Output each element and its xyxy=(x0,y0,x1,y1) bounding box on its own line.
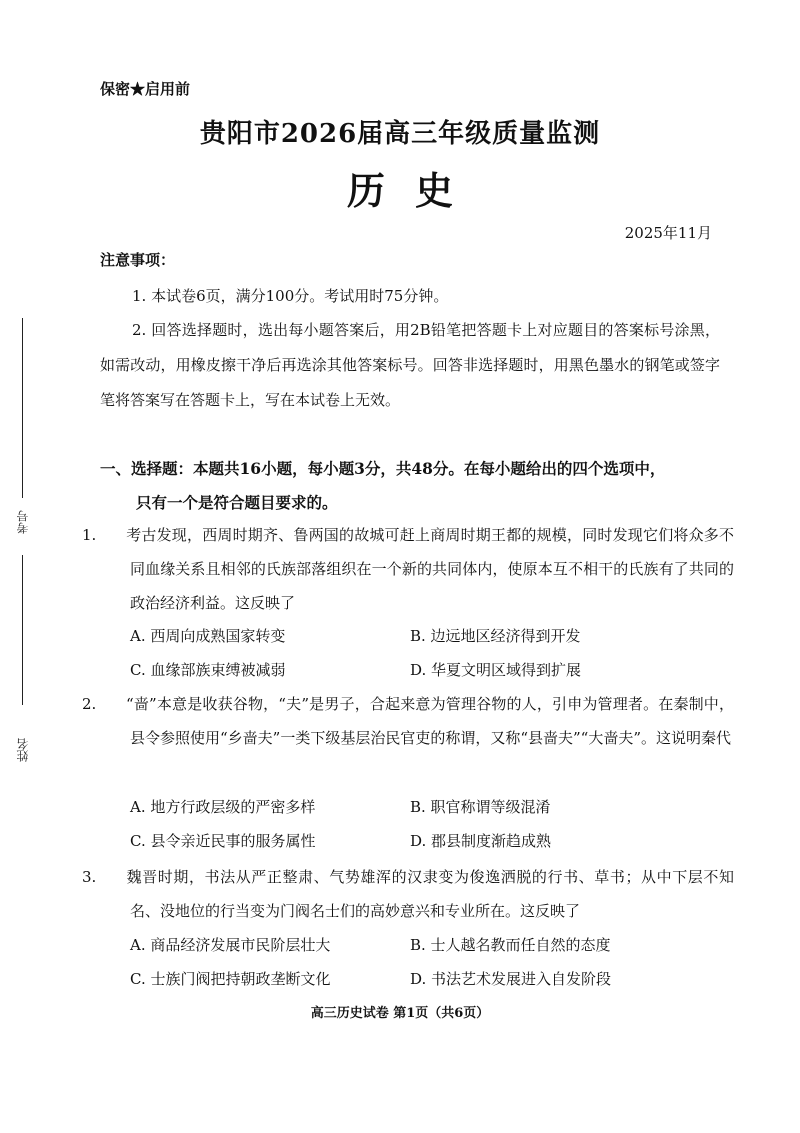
option-a: A. 商品经济发展市民阶层壮大 xyxy=(130,936,331,954)
exam-no-line-top xyxy=(22,318,23,498)
name-label: 姓名 xyxy=(16,738,30,762)
option-b: B. 士人越名教而任自然的态度 xyxy=(410,936,611,954)
note-item: 1. 本试卷6页，满分100分。考试用时75分钟。 xyxy=(132,287,449,305)
option-d: D. 书法艺术发展进入自发阶段 xyxy=(410,970,612,988)
question-2-options xyxy=(130,790,690,858)
exam-no-line-bottom xyxy=(22,555,23,705)
option-c: C. 县令亲近民事的服务属性 xyxy=(130,832,316,850)
question-stem: 魏晋时期，书法从严正整肃、气势雄浑的汉隶变为俊逸洒脱的行书、草书；从中下层不知名、没地位的行当变为门阀名士们的高妙意兴和专业所在。这反映了 xyxy=(126,868,734,920)
note-item: 2. 回答选择题时，选出每小题答案后，用2B铅笔把答题卡上对应题目的答案标号涂黑，如需改动，用橡皮擦干净后再选涂其他答案标号。回答非选择题时，用黑色墨水的钢笔或签字笔将答案写在答题卡上，写在本试卷上无效。 xyxy=(100,321,720,409)
exam-no-label: 考号 xyxy=(16,510,30,534)
question-number: 3. xyxy=(82,868,97,886)
notes-title: 注意事项： xyxy=(100,251,176,269)
question-stem: “啬”本意是收获谷物，“夫”是男子，合起来意为管理谷物的人，引申为管理者。在秦制中，县令参照使用“乡啬夫”一类下级基层治民官吏的称谓，又称“县啬夫”“大啬夫”。这说明秦代 xyxy=(126,695,734,747)
exam-title: 贵阳市2026届高三年级质量监测 xyxy=(199,119,601,149)
option-b: B. 边远地区经济得到开发 xyxy=(410,627,581,645)
section-heading-line1: 一、选择题：本题共16小题，每小题3分，共48分。在每小题给出的四个选项中， xyxy=(100,459,666,478)
question-number: 2. xyxy=(82,695,97,713)
question-3 xyxy=(82,860,734,928)
option-a: A. 西周向成熟国家转变 xyxy=(130,627,286,645)
question-1 xyxy=(82,518,734,620)
option-d: D. 华夏文明区域得到扩展 xyxy=(410,661,582,679)
option-a: A. 地方行政层级的严密多样 xyxy=(130,798,316,816)
question-stem: 考古发现，西周时期齐、鲁两国的故城可赶上商周时期王都的规模，同时发现它们将众多不同血缘关系且相邻的氏族部落组织在一个新的共同体内，使原本互不相干的氏族有了共同的政治经济利益。这反映了 xyxy=(126,526,734,612)
subject-title: 历史 xyxy=(346,168,483,213)
question-3-options xyxy=(130,928,690,996)
question-number: 1. xyxy=(82,526,97,544)
exam-date: 2025年11月 xyxy=(624,224,712,242)
question-2 xyxy=(82,687,734,755)
page-footer: 高三历史试卷 第1页（共6页） xyxy=(310,1006,490,1021)
question-1-options xyxy=(130,619,690,687)
option-d: D. 郡县制度渐趋成熟 xyxy=(410,832,552,850)
option-c: C. 士族门阀把持朝政垄断文化 xyxy=(130,970,331,988)
option-b: B. 职官称谓等级混淆 xyxy=(410,798,551,816)
section-heading xyxy=(100,452,730,520)
secret-mark: 保密★启用前 xyxy=(100,80,191,98)
option-c: C. 血缘部族束缚被减弱 xyxy=(130,661,286,679)
section-heading-line2: 只有一个是符合题目要求的。 xyxy=(136,493,338,512)
